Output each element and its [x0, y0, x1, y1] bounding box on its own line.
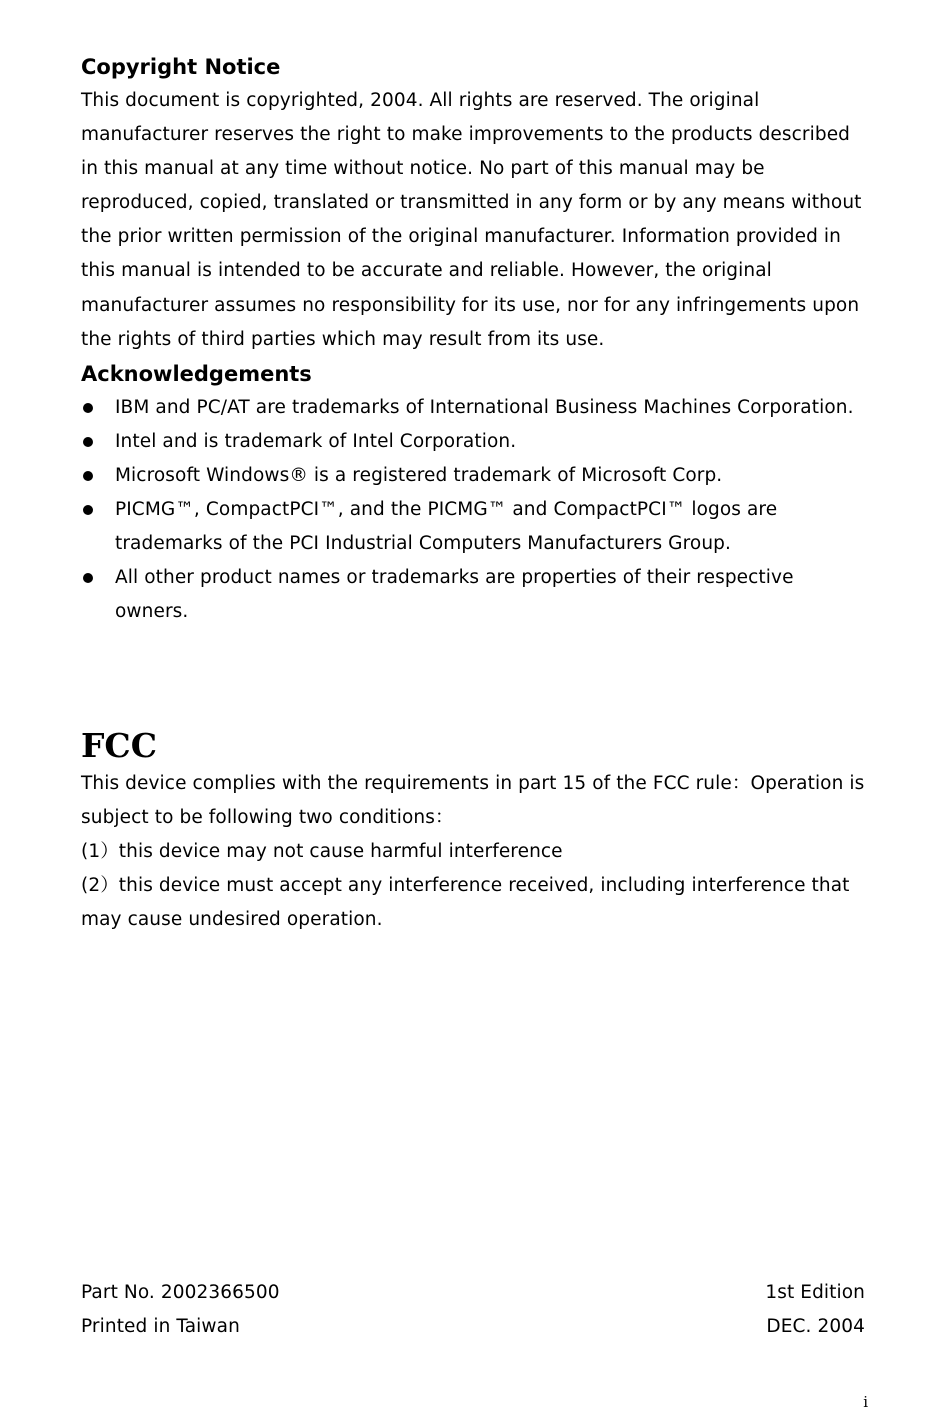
list-item-text: Microsoft Windows® is a registered trademark of Microsoft Corp. [115, 464, 723, 486]
bullet-icon [83, 437, 93, 447]
document-page [81, 50, 871, 629]
list-item [81, 459, 871, 493]
fcc-condition-1: (1）this device may not cause harmful interference [81, 841, 563, 863]
bullet-icon [83, 505, 93, 515]
fcc-intro: This device complies with the requirements in part 15 of the FCC rule：Operation is subject to be following two conditions： [81, 773, 865, 829]
acknowledgements-heading: Acknowledgements [81, 361, 312, 386]
footer-row-1 [81, 1276, 865, 1310]
list-item [81, 425, 871, 459]
page-number: i [863, 1393, 868, 1411]
list-item-text: PICMG™, CompactPCI™, and the PICMG™ and CompactPCI™ logos are trademarks of the PCI Industrial Computers Manufacturers Group. [115, 499, 778, 555]
part-number: Part No. 2002366500 [81, 1282, 280, 1303]
bullet-icon [83, 471, 93, 481]
copyright-body: This document is copyrighted, 2004. All rights are reserved. The original manufacturer reserves the right to make improvements to the products described in this manual at any time without notice. No part of this manual may be reproduced, copied, translated or transmitted in any form or by any means without the prior written permission of the original manufacturer. Information provided in this manual is intended to be accurate and reliable. However, the original manufacturer assumes no responsibility for its use, nor for any infringements upon the rights of third parties which may result from its use. [81, 90, 862, 350]
bullet-icon [83, 573, 93, 583]
list-item [81, 493, 871, 561]
fcc-section [81, 767, 876, 937]
footer-row-2 [81, 1310, 865, 1344]
fcc-heading: FCC [81, 726, 157, 765]
list-item-text: Intel and is trademark of Intel Corporation. [115, 430, 517, 452]
acknowledgements-list [81, 391, 871, 630]
list-item-text: IBM and PC/AT are trademarks of International Business Machines Corporation. [115, 396, 854, 418]
bullet-icon [83, 403, 93, 413]
list-item [81, 391, 871, 425]
list-item [81, 561, 871, 629]
fcc-condition-2: (2）this device must accept any interference received, including interference that may cause undesired operation. [81, 875, 850, 931]
copyright-heading: Copyright Notice [81, 55, 281, 79]
printed-location: Printed in Taiwan [81, 1316, 240, 1337]
list-item-text: All other product names or trademarks are properties of their respective owners. [115, 567, 794, 623]
edition: 1st Edition [765, 1282, 865, 1303]
publication-date: DEC. 2004 [766, 1316, 865, 1337]
